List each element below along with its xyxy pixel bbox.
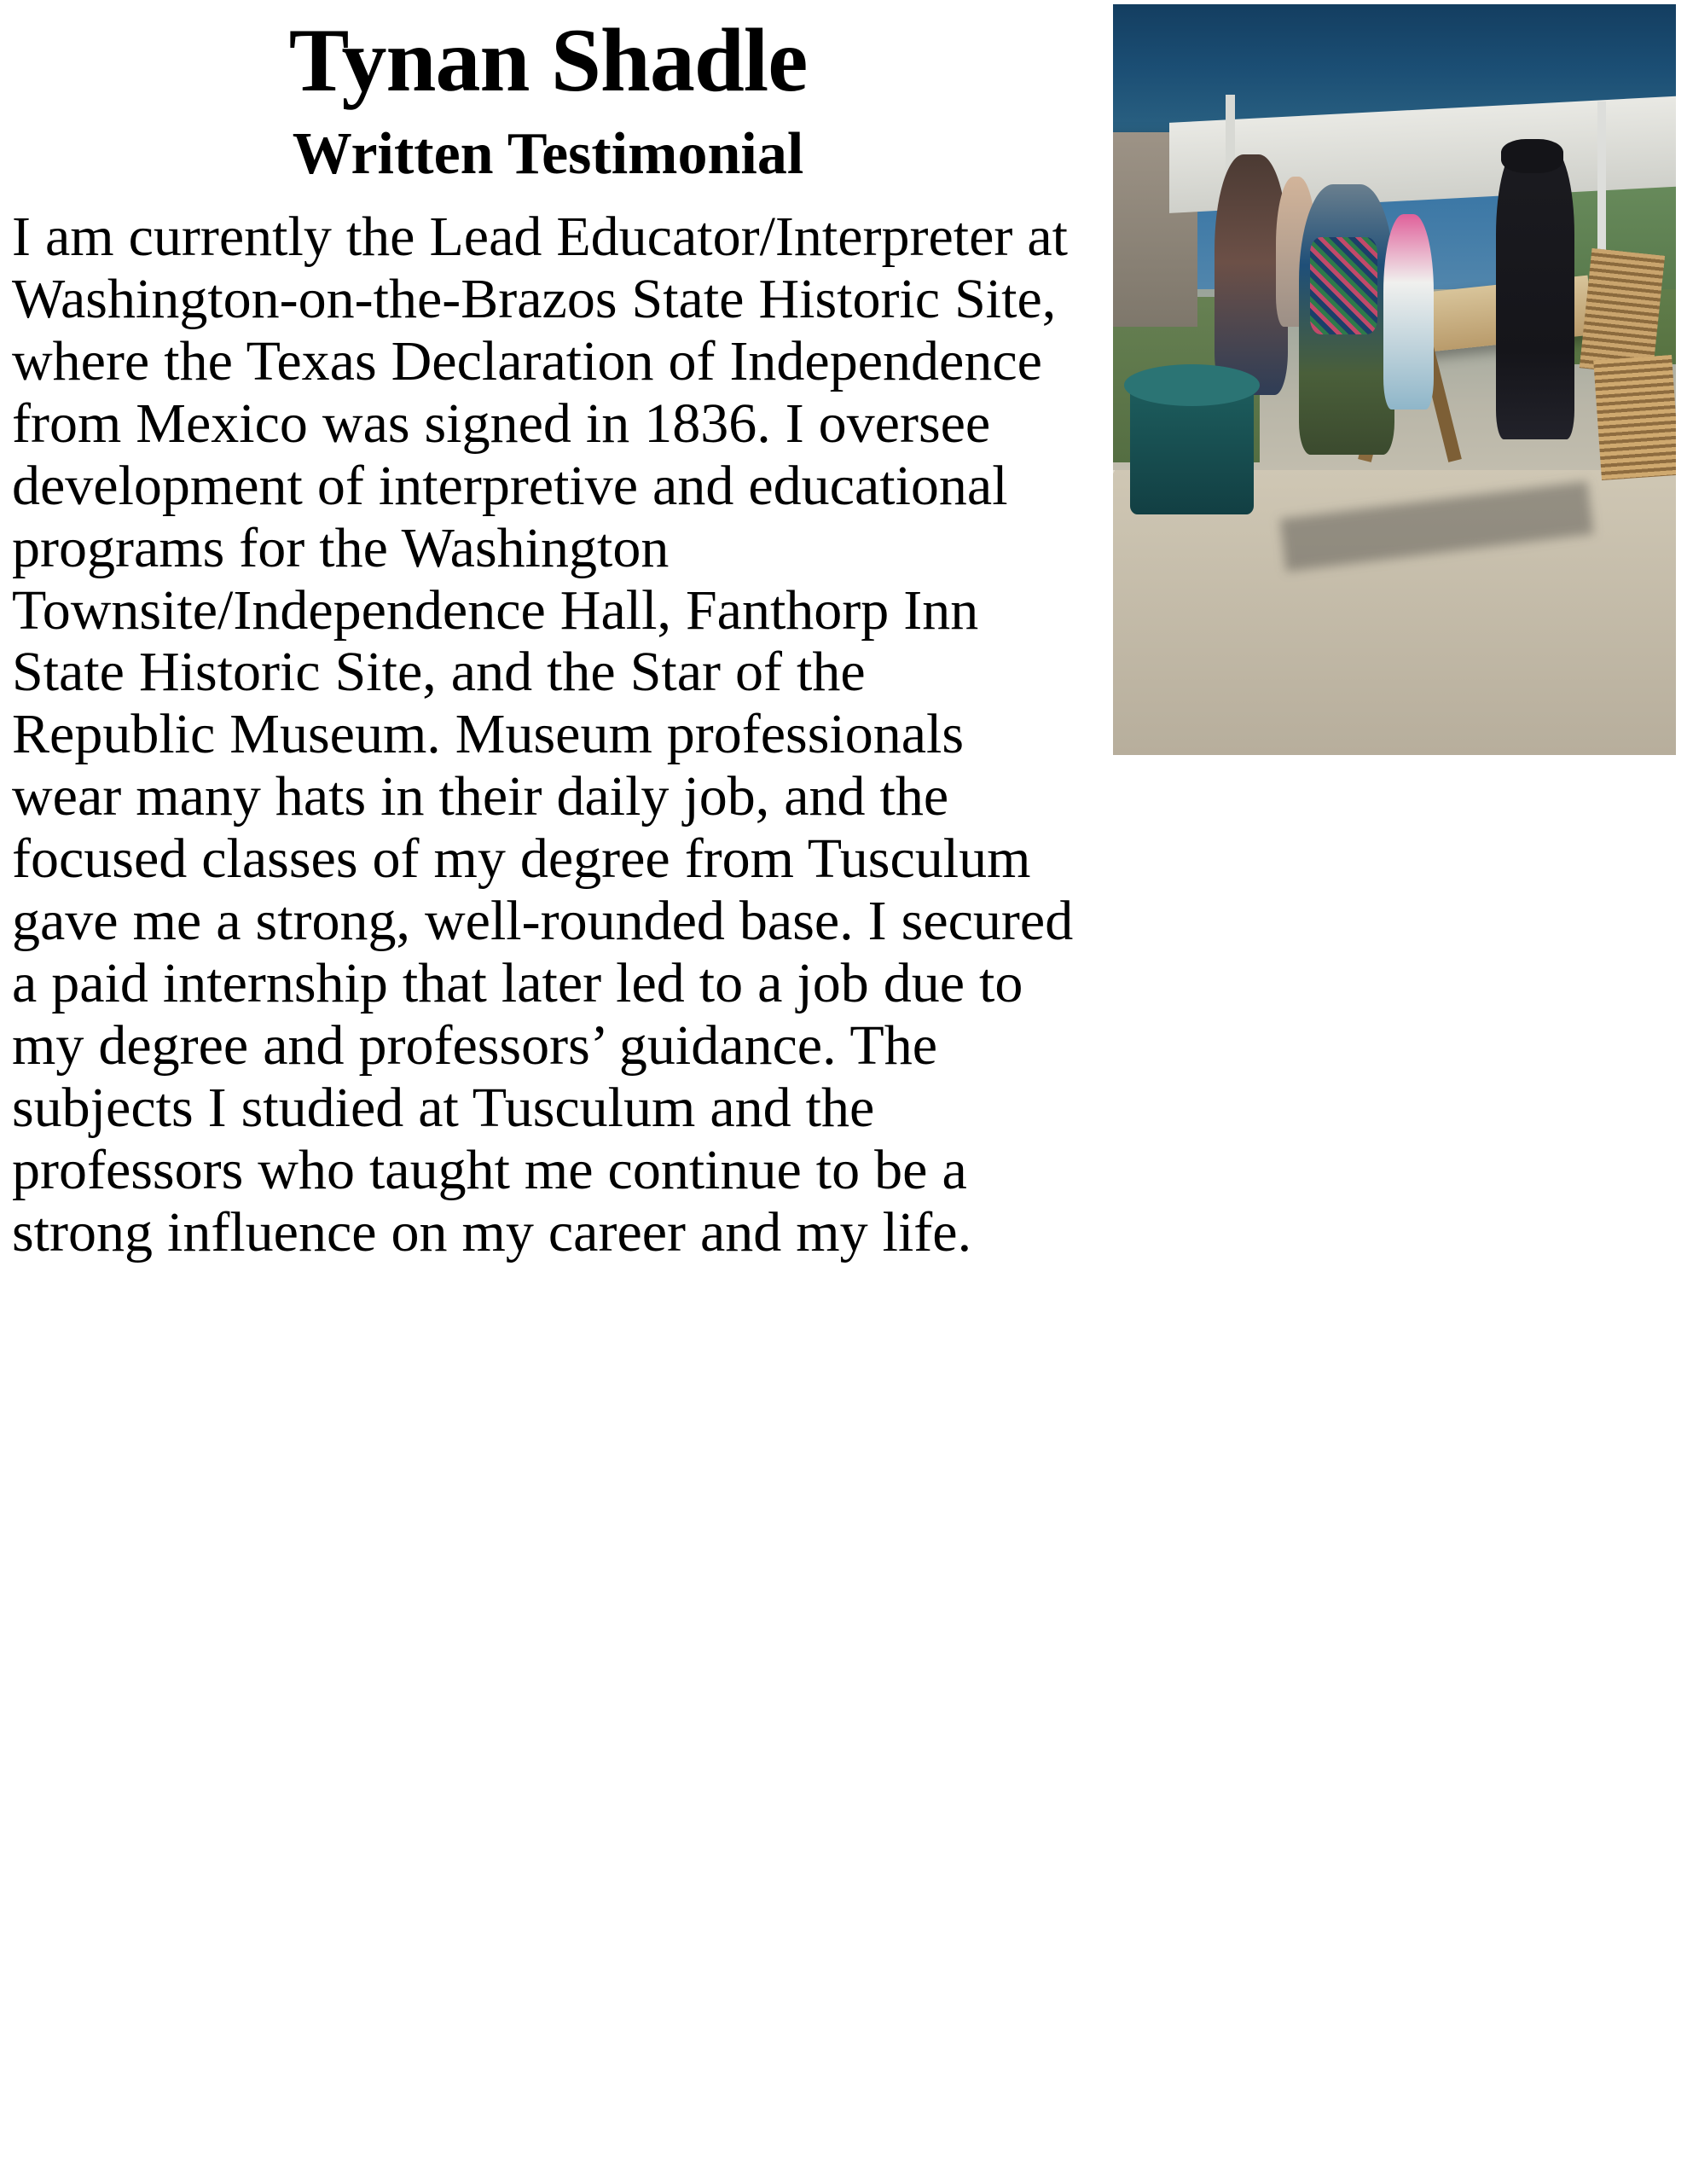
page-title: Tynan Shadle <box>288 10 808 110</box>
photo-costumed-interpreter <box>1496 147 1574 439</box>
photo-child-visitor <box>1383 214 1434 410</box>
text-column <box>9 0 1087 1264</box>
testimonial-photo <box>1113 4 1676 755</box>
page-subtitle: Written Testimonial <box>292 121 804 187</box>
testimonial-body: I am currently the Lead Educator/Interpreter at Washington-on-the-Brazos State Historic Site, where the Texas Declaration of Independence from Mexico was signed in 1836. I oversee development of interpretive and educational programs for the Washington Townsite/Independence Hall, Fanthorp Inn State Historic Site, and the Star of the Republic Museum. Museum professionals wear many hats in their daily job, and the focused classes of my degree from Tusculum gave me a strong, well-rounded base. I secured a paid internship that later led to a job due to my degree and professors’ guidance. The subjects I studied at Tusculum and the professors who taught me continue to be a strong influence on my career and my life. <box>12 206 1074 1263</box>
photo-top-hat <box>1501 139 1563 173</box>
photo-barrel-lid <box>1124 364 1259 405</box>
photo-folding-chair-2 <box>1593 355 1676 480</box>
photo-floral-backpack <box>1310 237 1377 334</box>
photo-scene <box>1113 4 1676 755</box>
